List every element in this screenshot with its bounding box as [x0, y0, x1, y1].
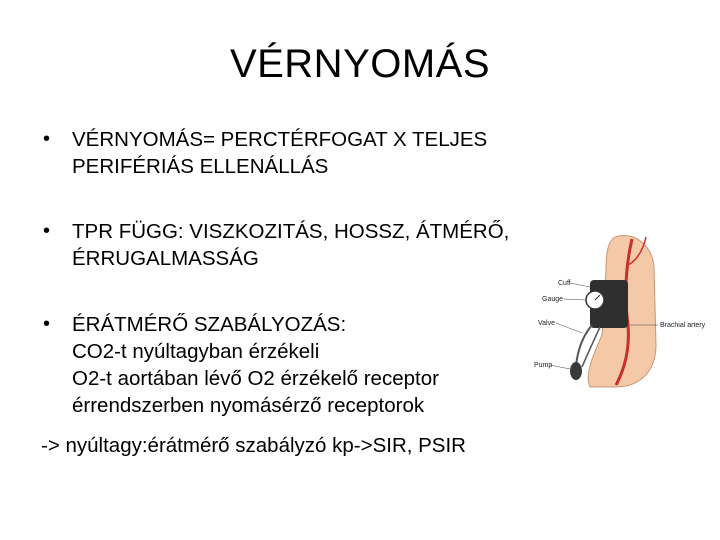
bullet-marker: • — [43, 128, 51, 150]
sub-line: érrendszerben nyomásérző receptorok — [72, 394, 425, 417]
bullet-marker: • — [43, 313, 51, 335]
pump-bulb — [570, 362, 582, 380]
bullet-text-line: TPR FÜGG: VISZKOZITÁS, HOSSZ, ÁTMÉRŐ, — [72, 220, 510, 243]
label-pump: Pump — [534, 362, 553, 369]
slide-title: VÉRNYOMÁS — [229, 42, 491, 86]
tube-line — [576, 325, 592, 365]
sub-lines — [72, 338, 439, 419]
sub-line: CO2-t nyúltagyban érzékeli — [72, 340, 320, 363]
bullet-vessel-regulation — [43, 311, 439, 419]
trailing-line: -> nyúltagy:érátmérő szabályzó kp->SIR, PSIR — [41, 434, 466, 457]
label-cuff: Cuff — [558, 280, 571, 287]
bullet-text-line: ÉRRUGALMASSÁG — [72, 247, 259, 270]
bullet-tpr — [43, 218, 509, 272]
bullet-text-line: ÉRÁTMÉRŐ SZABÁLYOZÁS: — [72, 313, 347, 336]
bullet-marker: • — [43, 220, 51, 242]
bullet-cardiac-output — [43, 126, 487, 180]
bullet-text-line: PERIFÉRIÁS ELLENÁLLÁS — [72, 155, 329, 178]
label-artery: Brachial artery — [660, 322, 706, 329]
label-gauge: Gauge — [542, 296, 564, 303]
sub-line: O2-t aortában lévő O2 érzékelő receptor — [72, 367, 439, 390]
blood-pressure-cuff-illustration — [520, 225, 720, 390]
bullet-text-line: VÉRNYOMÁS= PERCTÉRFOGAT X TELJES — [72, 128, 488, 151]
label-valve: Valve — [538, 320, 555, 327]
